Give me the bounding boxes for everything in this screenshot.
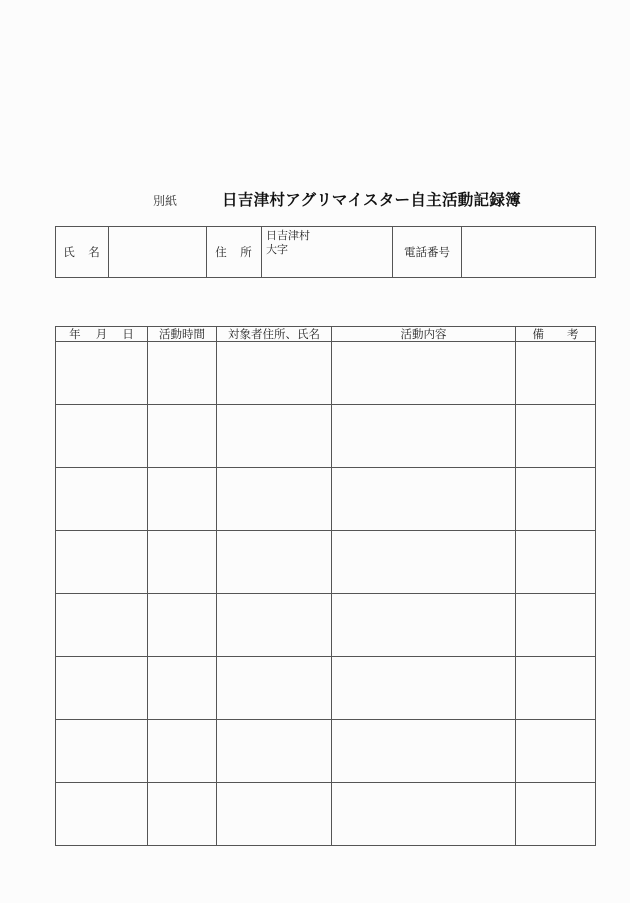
time-cell[interactable] [148,342,217,405]
target-cell[interactable] [217,783,332,846]
table-row [56,342,596,405]
content-cell[interactable] [332,720,516,783]
col-target-person: 対象者住所、氏名 [217,327,332,342]
time-cell[interactable] [148,468,217,531]
col-activity-time: 活動時間 [148,327,217,342]
target-cell[interactable] [217,468,332,531]
time-cell[interactable] [148,405,217,468]
document-title: 日吉津村アグリマイスター自主活動記録簿 [222,190,521,209]
remarks-cell[interactable] [516,594,596,657]
date-cell[interactable] [56,720,148,783]
content-cell[interactable] [332,342,516,405]
name-label: 氏 名 [56,227,109,278]
date-cell[interactable] [56,531,148,594]
content-cell[interactable] [332,468,516,531]
applicant-info-table [55,226,596,278]
address-field[interactable] [262,227,393,278]
time-cell[interactable] [148,657,217,720]
table-row [56,468,596,531]
table-row [56,594,596,657]
remarks-cell[interactable] [516,531,596,594]
target-cell[interactable] [217,405,332,468]
log-header-row [56,327,596,342]
phone-label: 電話番号 [393,227,462,278]
date-cell[interactable] [56,783,148,846]
date-cell[interactable] [56,594,148,657]
target-cell[interactable] [217,342,332,405]
document-header [0,188,630,212]
table-row [56,783,596,846]
col-remarks: 備 考 [516,327,596,342]
time-cell[interactable] [148,783,217,846]
remarks-cell[interactable] [516,657,596,720]
address-label: 住 所 [207,227,262,278]
table-row [56,531,596,594]
address-district: 大字 [266,243,288,256]
target-cell[interactable] [217,594,332,657]
table-row [56,657,596,720]
content-cell[interactable] [332,594,516,657]
name-field[interactable] [109,227,207,278]
time-cell[interactable] [148,720,217,783]
content-cell[interactable] [332,405,516,468]
col-activity-content: 活動内容 [332,327,516,342]
col-date: 年 月 日 [56,327,148,342]
remarks-cell[interactable] [516,405,596,468]
date-cell[interactable] [56,342,148,405]
content-cell[interactable] [332,657,516,720]
table-row [56,405,596,468]
target-cell[interactable] [217,720,332,783]
target-cell[interactable] [217,657,332,720]
date-cell[interactable] [56,405,148,468]
time-cell[interactable] [148,531,217,594]
remarks-cell[interactable] [516,720,596,783]
remarks-cell[interactable] [516,342,596,405]
table-row [56,720,596,783]
remarks-cell[interactable] [516,783,596,846]
annex-label: 別紙 [153,194,178,208]
content-cell[interactable] [332,531,516,594]
activity-log-table [55,326,596,846]
date-cell[interactable] [56,657,148,720]
content-cell[interactable] [332,783,516,846]
date-cell[interactable] [56,468,148,531]
address-village: 日吉津村 [266,229,310,242]
remarks-cell[interactable] [516,468,596,531]
time-cell[interactable] [148,594,217,657]
target-cell[interactable] [217,531,332,594]
phone-field[interactable] [462,227,596,278]
